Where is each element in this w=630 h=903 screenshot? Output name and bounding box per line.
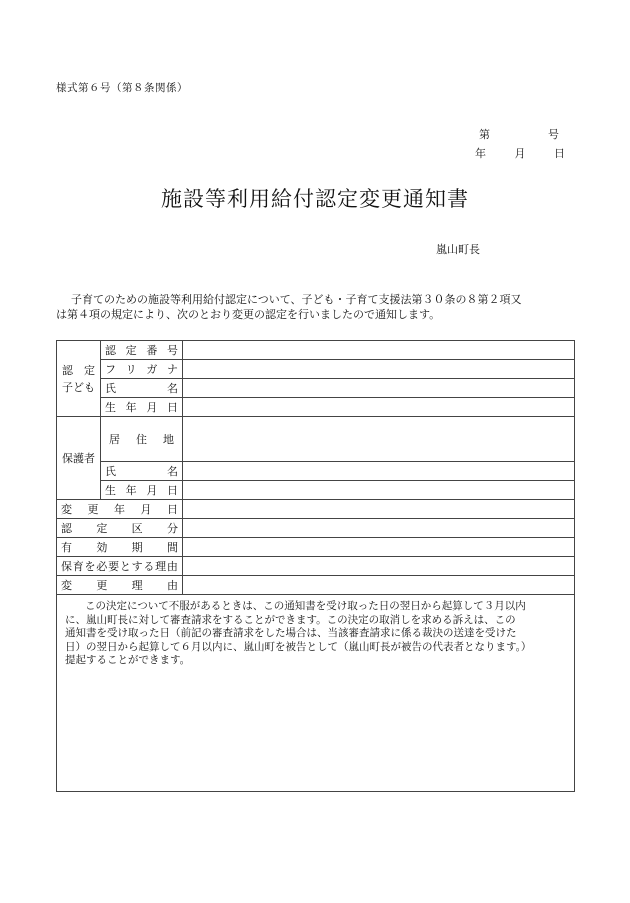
- notice-line: に、嵐山町長に対して審査請求をすることができます。この決定の取消しを求める訴えは、この: [65, 613, 516, 626]
- guardian-group-label: 保護者: [57, 417, 101, 500]
- intro-paragraph: [56, 292, 576, 322]
- field-label: [101, 398, 183, 417]
- label-furigana: フ リ ガ ナ: [105, 363, 178, 376]
- table-row: [57, 379, 575, 398]
- table-row: [57, 462, 575, 481]
- table-row: [57, 595, 575, 792]
- table-row: [57, 481, 575, 500]
- table-row: [57, 341, 575, 360]
- label-cert-number: 認 定 番 号: [105, 344, 178, 357]
- table-row: [57, 557, 575, 576]
- field-label: [101, 379, 183, 398]
- table-row: [57, 500, 575, 519]
- label-child-birthdate: 生 年 月 日: [105, 401, 178, 414]
- notice-line: この決定について不服があるときは、この通知書を受け取った日の翌日から起算して３月以内: [85, 600, 526, 612]
- appeal-notice-cell: [57, 595, 575, 792]
- intro-line: は第４項の規定により、次のとおり変更の認定を行いましたので通知します。: [56, 308, 441, 321]
- number-label: 第: [479, 128, 490, 141]
- label-guardian-name: 氏 名: [105, 465, 178, 478]
- guardian-birthdate-field[interactable]: [183, 481, 575, 500]
- child-group-line: 子ども: [62, 380, 95, 394]
- field-label: [101, 341, 183, 360]
- label-address: 居 住 地: [109, 433, 174, 446]
- document-number-line: [475, 125, 565, 144]
- child-group-line: 認 定: [62, 363, 95, 377]
- field-label: [57, 519, 183, 538]
- notice-line: 日）の翌日から起算して６月以内に、嵐山町を被告として（嵐山町長が被告の代表者となります。）: [65, 640, 532, 653]
- certification-table: [56, 340, 575, 792]
- document-date-line: [475, 144, 565, 163]
- care-reason-field[interactable]: [183, 557, 575, 576]
- notice-line: 提起することができます。: [65, 654, 191, 666]
- field-label: [101, 360, 183, 379]
- form-number: 様式第６号（第８条関係）: [56, 82, 188, 94]
- date-day-label: 日: [554, 147, 565, 160]
- field-label: [57, 576, 183, 595]
- valid-period-field[interactable]: [183, 538, 575, 557]
- label-child-name: 氏 名: [105, 382, 178, 395]
- change-date-field[interactable]: [183, 500, 575, 519]
- label-valid-period: 有 効 期 間: [61, 541, 178, 554]
- field-label: [57, 557, 183, 576]
- label-guardian-birthdate: 生 年 月 日: [105, 484, 178, 497]
- cert-category-field[interactable]: [183, 519, 575, 538]
- table-row: [57, 576, 575, 595]
- field-label: [57, 538, 183, 557]
- table-row: [57, 417, 575, 462]
- child-name-field[interactable]: [183, 379, 575, 398]
- appeal-notice: [57, 595, 574, 668]
- label-change-date: 変 更 年 月 日: [61, 503, 178, 516]
- intro-line: 子育てのための施設等利用給付認定について、子ども・子育て支援法第３０条の８第２項又: [71, 293, 522, 306]
- number-suffix: 号: [548, 128, 559, 141]
- change-reason-field[interactable]: [183, 576, 575, 595]
- child-furigana-field[interactable]: [183, 360, 575, 379]
- label-care-reason: 保 育 を 必 要 と す る 理 由: [61, 560, 178, 573]
- label-cert-category: 認 定 区 分: [61, 522, 178, 535]
- label-change-reason: 変 更 理 由: [61, 579, 178, 592]
- field-label: [57, 500, 183, 519]
- table-row: [57, 538, 575, 557]
- guardian-name-field[interactable]: [183, 462, 575, 481]
- date-month-label: 月: [514, 147, 526, 160]
- sender-name: 嵐山町長: [436, 243, 480, 256]
- notice-line: 通知書を受け取った日（前記の審査請求をした場合は、当該審査請求に係る裁決の送達を受けた: [65, 627, 517, 639]
- table-row: [57, 519, 575, 538]
- table-row: [57, 398, 575, 417]
- document-number-block: [475, 125, 565, 163]
- field-label: [101, 481, 183, 500]
- document-title: 施設等利用給付認定変更通知書: [161, 187, 469, 211]
- cert-number-field[interactable]: [183, 341, 575, 360]
- field-label: [101, 417, 183, 462]
- field-label: [101, 462, 183, 481]
- guardian-address-field[interactable]: [183, 417, 575, 462]
- table-row: [57, 360, 575, 379]
- child-birthdate-field[interactable]: [183, 398, 575, 417]
- child-group-label: [57, 341, 101, 417]
- date-year-label: 年: [475, 147, 486, 160]
